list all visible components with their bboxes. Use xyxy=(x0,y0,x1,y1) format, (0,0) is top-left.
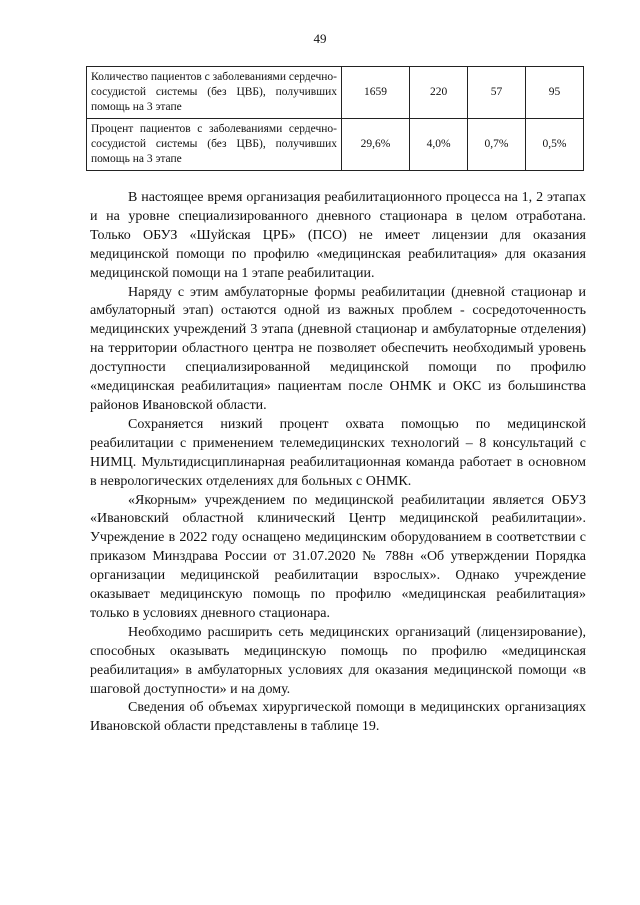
table-row xyxy=(87,67,584,119)
table-cell: 57 xyxy=(468,67,526,119)
paragraph: Необходимо расширить сеть медицинских организаций (лицензирование), способных оказывать медицинскую помощь по профилю «медицинская реабилитация» в амбулаторных условиях для оказания медицинской помощи «в шаговой доступности» и на дому. xyxy=(90,624,586,697)
row-label: Количество пациентов с заболеваниями сердечно-сосудистой системы (без ЦВБ), получивших помощь на 3 этапе xyxy=(87,67,342,119)
table-cell: 1659 xyxy=(342,67,410,119)
table-cell: 0,5% xyxy=(526,119,584,171)
paragraph: «Якорным» учреждением по медицинской реабилитации является ОБУЗ «Ивановский областной клинический Центр медицинской реабилитации». Учреждение в 2022 году оснащено медицинским оборудованием в соответствии с приказом Минздрава России от 31.07.2020 № 788н «Об утверждении Порядка организации медицинской реабилитации взрослых». Однако учреждение оказывает медицинскую помощь по профилю «медицинская реабилитация» только в условиях дневного стационара. xyxy=(90,492,586,621)
table-cell: 95 xyxy=(526,67,584,119)
table-cell: 220 xyxy=(410,67,468,119)
paragraph: Наряду с этим амбулаторные формы реабилитации (дневной стационар и амбулаторный этап) остаются одной из важных проблем - сосредоточенность медицинских учреждений 3 этапа (дневной стационар и амбулаторные отделения) на территории областного центра не позволяет обеспечить необходимый уровень доступности специализированной медицинской помощи по профилю «медицинская реабилитация» пациентам после ОНМК и ОКС из большинства районов Ивановской области. xyxy=(90,284,586,413)
table-cell: 29,6% xyxy=(342,119,410,171)
paragraph: Сохраняется низкий процент охвата помощью по медицинской реабилитации с применением телемедицинских технологий – 8 консультаций с НИМЦ. Мультидисциплинарная реабилитационная команда работает в основном в неврологических отделениях для больных с ОНМК. xyxy=(90,416,586,489)
table-row xyxy=(87,119,584,171)
table-cell: 0,7% xyxy=(468,119,526,171)
paragraph: Сведения об объемах хирургической помощи в медицинских организациях Ивановской области представлены в таблице 19. xyxy=(90,700,586,735)
table-cell: 4,0% xyxy=(410,119,468,171)
paragraph: В настоящее время организация реабилитационного процесса на 1, 2 этапах и на уровне специализированного дневного стационара в целом отработана. Только ОБУЗ «Шуйская ЦРБ» (ПСО) не имеет лицензии для оказания медицинской помощи по профилю «медицинская реабилитация» для оказания медицинской помощи на 1 этапе реабилитации. xyxy=(90,190,586,281)
body-text xyxy=(90,189,586,737)
row-label: Процент пациентов с заболеваниями сердечно-сосудистой системы (без ЦВБ), получивших помощь на 3 этапе xyxy=(87,119,342,171)
data-table xyxy=(86,66,584,171)
page-number: 49 xyxy=(313,31,327,46)
